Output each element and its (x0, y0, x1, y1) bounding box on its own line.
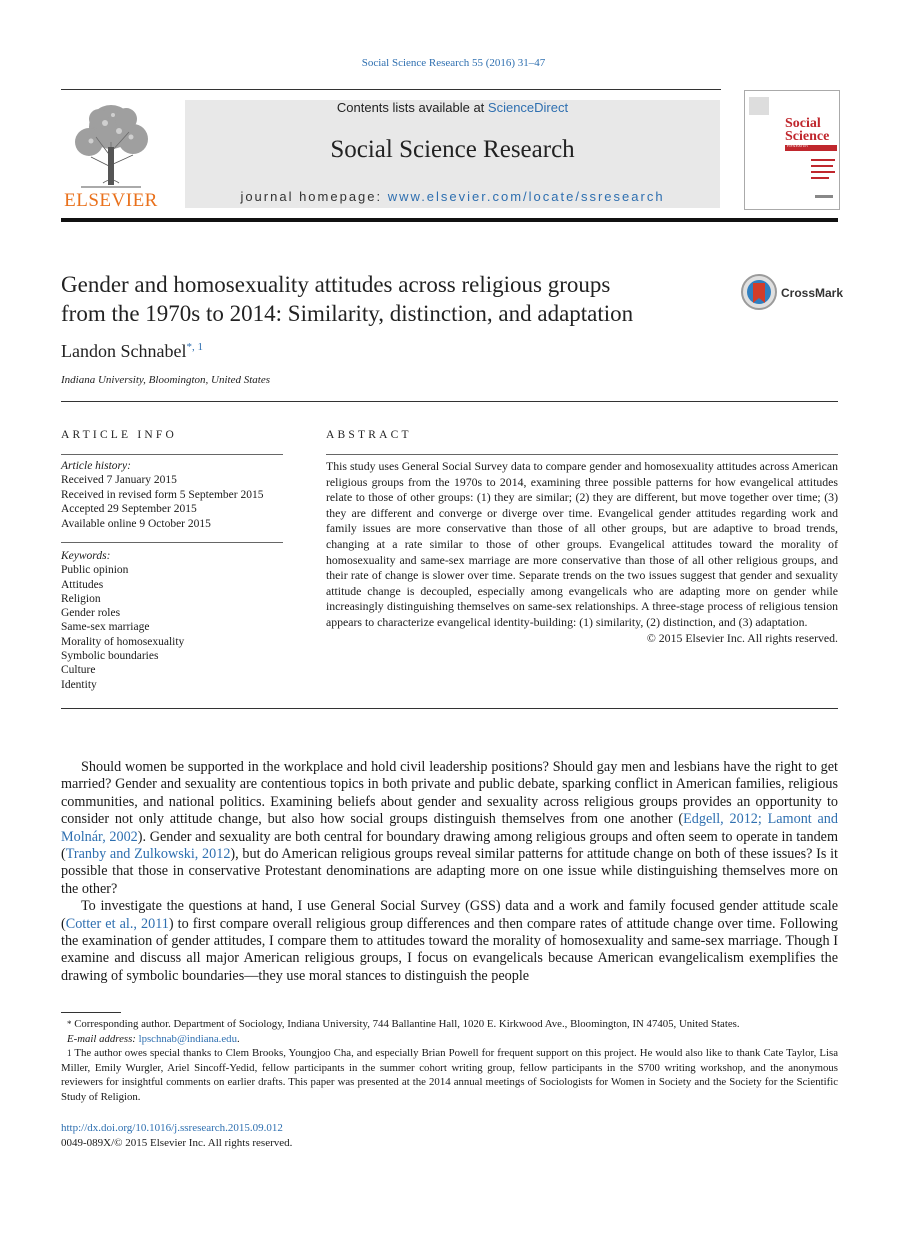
doi-block (61, 1121, 292, 1151)
citation-link[interactable]: Cotter et al., 2011 (65, 915, 169, 932)
cover-line (811, 159, 835, 161)
footnote-mark: 1 (67, 1048, 72, 1059)
title-line-1: Gender and homosexuality attitudes across religious groups (61, 272, 611, 297)
footnote-email: E-mail address: lpschnab@indiana.edu. (67, 1032, 240, 1045)
abstract-text: This study uses General Social Survey data to compare gender and homosexuality attitudes across American religious groups from the 1970s to 2014, examining three possible patterns for how evangelical attitudes relate to those of other groups: (1) they are similar; (2) they are different, but move together over time; (3) they are different and converge or diverge over time. Evangelical gender attitudes regarding work and family issues are more conservative than those of all other groups, but are adaptive to broad trends, changing at a rate similar to those of other groups. Evangelical attitudes toward the morality of homosexuality and same-sex marriage are more conservative than those of all other religious groups, and their rate of change is slower over time. Separate trends on the two issues suggest that gender and sexuality attitude change is decoupled, especially among evangelicals who are adapting more on gender while increasingly distinguishing themselves on same-sex relationships. A three-stage process of religious tension appears to characterize evangelical identity-building: (1) similarity, (2) distinction, and (3) adaptation. (326, 459, 838, 629)
footnote-text: The author owes special thanks to Clem Brooks, Youngjoo Cha, and especially Brian Powell for frequent support on this project. He would also like to thank Cate Taylor, Lisa Miller, Emily Wurgler, Ariel Sincoff-Yedid, fellow participants in the summer cohort writing group, fellow participants in the S700 writing workshop, and the anonymous reviewers for insightful comments on earlier drafts. This paper was presented at the 2014 annual meetings of Sociologists for Women in Society and the Society for the Scientific Study of Religion. (61, 1047, 838, 1103)
issn-copyright: 0049-089X/© 2015 Elsevier Inc. All rights reserved. (61, 1137, 293, 1149)
crossmark-icon (740, 273, 778, 311)
author-name[interactable]: Landon Schnabel (61, 341, 187, 361)
journal-citation[interactable]: Social Science Research 55 (2016) 31–47 (361, 57, 546, 69)
author-line (61, 341, 203, 362)
text-run: ). Gender and sexuality are both central for boundary drawing among religious groups and often seem to operate in tandem ( (61, 828, 838, 863)
journal-cover-thumbnail[interactable] (744, 90, 840, 210)
email-label: E-mail address: (67, 1032, 136, 1045)
elsevier-logo[interactable] (61, 97, 161, 212)
article-title (61, 270, 741, 328)
affiliation: Indiana University, Bloomington, United States (61, 374, 270, 386)
keyword-item: Attitudes (61, 578, 104, 591)
history-item: Accepted 29 September 2015 (61, 503, 197, 516)
body-paragraph (61, 898, 838, 985)
keyword-item: Symbolic boundaries (61, 650, 159, 663)
citation-link[interactable]: Edgell, 2012; Lamont and Molnár, 2002 (61, 811, 838, 845)
keyword-item: Identity (61, 678, 97, 691)
contents-prefix: Contents lists available at (336, 100, 488, 115)
text-run: ) to first compare overall religious group differences and then compare rates of attitude change over time. Following the examination of gender attitudes, I compare them to attitudes toward the morality of homosexuality and same-sex marriage. Though I examine and discuss all major American religious groups, I focus on evangelicals because American evangelicalism exemplifies the drawing of symbolic boundaries—they use moral stances to distinguish the people (61, 915, 838, 984)
article-info-heading: ARTICLE INFO (61, 429, 177, 441)
footnote-text: Corresponding author. Department of Sociology, Indiana University, 744 Ballantine Hall, 1020 E. Kirkwood Ave., Bloomington, IN 47405, United States. (74, 1018, 740, 1030)
elsevier-wordmark: ELSEVIER (64, 190, 158, 211)
keywords-label: Keywords: (61, 550, 111, 562)
journal-title[interactable]: Social Science Research (330, 136, 575, 163)
title-line-2: from the 1970s to 2014: Similarity, distinction, and adaptation (61, 301, 634, 326)
keywords (61, 549, 291, 692)
text-run: To investigate the questions at hand, I use General Social Survey (GSS) data and a work and family focused gender attitude scale ( (61, 898, 838, 932)
doi-link[interactable]: http://dx.doi.org/10.1016/j.ssresearch.2015.09.012 (61, 1122, 283, 1134)
cover-line (815, 195, 833, 198)
sciencedirect-link[interactable]: ScienceDirect (487, 100, 569, 115)
cover-emblem-icon (749, 97, 769, 115)
email-link[interactable]: lpschnab@indiana.edu (138, 1032, 237, 1045)
keyword-item: Culture (61, 664, 96, 677)
keyword-item: Same-sex marriage (61, 621, 150, 634)
homepage-label: journal homepage: (240, 189, 388, 204)
citation-link[interactable]: Tranby and Zulkowski, 2012 (65, 846, 231, 863)
abstract-rule (326, 454, 838, 455)
history-item: Received 7 January 2015 (61, 474, 177, 487)
footnote-corresponding (61, 1017, 838, 1032)
body-paragraph (61, 759, 838, 898)
cover-title: Social Science (785, 116, 830, 144)
masthead-rule (61, 218, 838, 222)
body-text (61, 759, 838, 985)
footnotes (61, 1017, 838, 1105)
keyword-item: Gender roles (61, 607, 121, 620)
abstract-heading: ABSTRACT (326, 429, 412, 441)
history-item: Received in revised form 5 September 2015 (61, 488, 264, 501)
cover-line (811, 171, 835, 173)
section-rule (61, 401, 838, 402)
keyword-item: Morality of homosexuality (61, 635, 185, 648)
cover-line (811, 177, 829, 179)
footnote-mark: * (67, 1019, 72, 1029)
section-rule (61, 708, 838, 709)
author-footnote-marks[interactable]: *, 1 (186, 341, 203, 353)
footnote-acknowledgements (61, 1046, 838, 1104)
text-run: Should women be supported in the workplace and hold civil leadership positions? Should gay men and lesbians have the right to get married? Gender and sexuality are contentious topics in both private and public debate, sparking conflict in American families, religious communities, and national politics. Examining beliefs about gender and sexuality across religious groups provides an opportunity to consider not only attitude change, but also how social groups distinguish themselves from one another ( (61, 759, 838, 828)
text-run: ), but do American religious groups reveal similar patterns for attitude change on both of these issues? Is it possible that those in conservative Protestant denominations are adapting more on one issue while distinguishing themselves more on the other? (61, 846, 838, 897)
journal-banner (185, 100, 720, 208)
crossmark-label: CrossMark (781, 286, 844, 300)
cover-subtitle: Research (787, 143, 809, 148)
keyword-item: Public opinion (61, 564, 129, 577)
abstract-copyright: © 2015 Elsevier Inc. All rights reserved. (646, 630, 838, 645)
header-rule (61, 89, 721, 90)
article-history (61, 459, 291, 531)
history-label: Article history: (61, 460, 131, 472)
homepage-link[interactable]: www.elsevier.com/locate/ssresearch (387, 189, 665, 204)
crossmark-badge[interactable] (740, 273, 850, 313)
history-item: Available online 9 October 2015 (61, 517, 211, 530)
contents-line (185, 100, 720, 116)
info-rule (61, 542, 283, 543)
journal-homepage (185, 189, 720, 204)
keyword-item: Religion (61, 592, 101, 605)
cover-line (811, 165, 833, 167)
info-rule (61, 454, 283, 455)
footnote-rule (61, 1012, 121, 1013)
abstract-body (326, 459, 838, 646)
